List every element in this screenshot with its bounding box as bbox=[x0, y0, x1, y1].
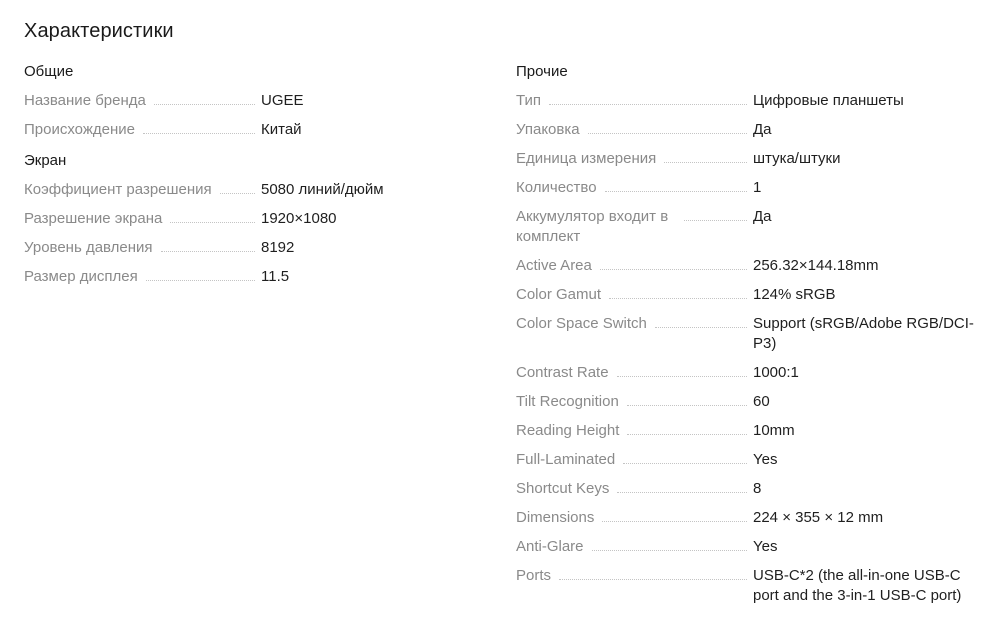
spec-label-text: Единица измерения bbox=[516, 150, 657, 167]
spec-label-text: Color Space Switch bbox=[516, 315, 647, 332]
spec-value: UGEE bbox=[261, 92, 304, 109]
spec-row bbox=[516, 363, 986, 383]
spec-label-text: Full-Laminated bbox=[516, 451, 616, 468]
spec-label-text: Тип bbox=[516, 92, 542, 109]
spec-value: 256.32×144.18mm bbox=[753, 257, 879, 274]
dotted-leader bbox=[161, 238, 255, 252]
dotted-leader bbox=[588, 120, 747, 134]
spec-row bbox=[24, 120, 464, 140]
spec-row bbox=[516, 285, 986, 305]
spec-value: 10mm bbox=[753, 422, 795, 439]
spec-row bbox=[516, 450, 986, 470]
spec-value: 1000:1 bbox=[753, 364, 799, 381]
spec-label bbox=[24, 180, 261, 200]
spec-label-text: Anti-Glare bbox=[516, 538, 584, 555]
dotted-leader bbox=[609, 285, 747, 299]
dotted-leader bbox=[655, 314, 747, 328]
spec-label-text: Аккумулятор входит в комплект bbox=[516, 208, 669, 245]
spec-value: Yes bbox=[753, 451, 778, 468]
dotted-leader bbox=[684, 207, 747, 221]
spec-label bbox=[516, 120, 753, 140]
dotted-leader bbox=[627, 421, 747, 435]
spec-label bbox=[24, 209, 261, 229]
spec-value: 8192 bbox=[261, 239, 295, 256]
specs-column-left bbox=[24, 62, 464, 296]
spec-label-text: Происхождение bbox=[24, 121, 135, 138]
spec-label bbox=[24, 120, 261, 140]
dotted-leader bbox=[605, 178, 747, 192]
spec-row bbox=[516, 314, 986, 354]
spec-label-text: Название бренда bbox=[24, 92, 146, 109]
spec-label bbox=[516, 91, 753, 111]
dotted-leader bbox=[549, 91, 747, 105]
dotted-leader bbox=[143, 120, 255, 134]
dotted-leader bbox=[664, 149, 747, 163]
spec-label bbox=[516, 207, 753, 247]
spec-label-text: Shortcut Keys bbox=[516, 480, 610, 497]
dotted-leader bbox=[600, 256, 747, 270]
spec-label-text: Разрешение экрана bbox=[24, 210, 163, 227]
spec-label-text: Active Area bbox=[516, 257, 592, 274]
spec-label-text: Коэффициент разрешения bbox=[24, 181, 212, 198]
spec-label-text: Dimensions bbox=[516, 509, 595, 526]
spec-label-text: Размер дисплея bbox=[24, 268, 138, 285]
spec-value: 11.5 bbox=[261, 268, 290, 285]
spec-value: 1 bbox=[753, 179, 762, 196]
spec-row bbox=[516, 421, 986, 441]
dotted-leader bbox=[146, 267, 255, 281]
dotted-leader bbox=[220, 180, 255, 194]
dotted-leader bbox=[592, 537, 747, 551]
spec-label-text: Ports bbox=[516, 567, 552, 584]
spec-label bbox=[516, 537, 753, 557]
spec-label bbox=[516, 149, 753, 169]
spec-label bbox=[24, 267, 261, 287]
spec-row bbox=[516, 149, 986, 169]
spec-label bbox=[516, 178, 753, 198]
spec-row bbox=[516, 207, 986, 247]
spec-label bbox=[24, 238, 261, 258]
spec-label-text: Уровень давления bbox=[24, 239, 153, 256]
spec-value: Да bbox=[753, 121, 772, 138]
spec-label-text: Color Gamut bbox=[516, 286, 602, 303]
spec-value: 1920×1080 bbox=[261, 210, 337, 227]
spec-label bbox=[516, 421, 753, 441]
spec-label bbox=[516, 363, 753, 383]
spec-label-text: Contrast Rate bbox=[516, 364, 609, 381]
dotted-leader bbox=[627, 392, 747, 406]
section-other bbox=[516, 62, 986, 606]
specs-column-right bbox=[516, 62, 986, 615]
spec-value: 8 bbox=[753, 480, 762, 497]
dotted-leader bbox=[154, 91, 255, 105]
spec-label bbox=[516, 566, 753, 586]
spec-label bbox=[516, 479, 753, 499]
spec-row bbox=[516, 479, 986, 499]
spec-row bbox=[516, 566, 986, 606]
spec-value: штука/штуки bbox=[753, 150, 841, 167]
section-title: Общие bbox=[24, 63, 74, 80]
spec-row bbox=[24, 180, 464, 200]
dotted-leader bbox=[623, 450, 747, 464]
spec-row bbox=[24, 238, 464, 258]
spec-row bbox=[24, 209, 464, 229]
dotted-leader bbox=[602, 508, 747, 522]
section-screen bbox=[24, 151, 464, 287]
spec-row bbox=[516, 392, 986, 412]
spec-label bbox=[24, 91, 261, 111]
spec-value: Цифровые планшеты bbox=[753, 92, 904, 109]
spec-row bbox=[516, 508, 986, 528]
spec-value: Китай bbox=[261, 121, 302, 138]
spec-value: USB-C*2 (the all-in-one USB-C port and the 3-in-1 USB-C port) bbox=[753, 567, 962, 604]
spec-row bbox=[516, 537, 986, 557]
spec-row bbox=[24, 91, 464, 111]
spec-value: Yes bbox=[753, 538, 778, 555]
section-title: Экран bbox=[24, 152, 67, 169]
spec-row bbox=[516, 91, 986, 111]
spec-label-text: Tilt Recognition bbox=[516, 393, 619, 410]
spec-label bbox=[516, 450, 753, 470]
page-title: Характеристики bbox=[24, 20, 174, 42]
spec-label-text: Количество bbox=[516, 179, 597, 196]
spec-row bbox=[516, 120, 986, 140]
spec-label bbox=[516, 392, 753, 412]
section-title: Прочие bbox=[516, 63, 568, 80]
spec-value: 224 × 355 × 12 mm bbox=[753, 509, 884, 526]
spec-value: 124% sRGB bbox=[753, 286, 836, 303]
dotted-leader bbox=[617, 479, 747, 493]
spec-row bbox=[516, 256, 986, 276]
spec-label bbox=[516, 256, 753, 276]
spec-label bbox=[516, 314, 753, 334]
spec-row bbox=[516, 178, 986, 198]
dotted-leader bbox=[559, 566, 747, 580]
spec-value: Да bbox=[753, 208, 772, 225]
dotted-leader bbox=[617, 363, 747, 377]
spec-value: Support (sRGB/Adobe RGB/DCI-P3) bbox=[753, 315, 974, 352]
spec-label-text: Reading Height bbox=[516, 422, 620, 439]
spec-label-text: Упаковка bbox=[516, 121, 580, 138]
spec-label bbox=[516, 285, 753, 305]
spec-row bbox=[24, 267, 464, 287]
spec-value: 60 bbox=[753, 393, 770, 410]
dotted-leader bbox=[170, 209, 255, 223]
spec-value: 5080 линий/дюйм bbox=[261, 181, 384, 198]
section-general bbox=[24, 62, 464, 140]
spec-label bbox=[516, 508, 753, 528]
